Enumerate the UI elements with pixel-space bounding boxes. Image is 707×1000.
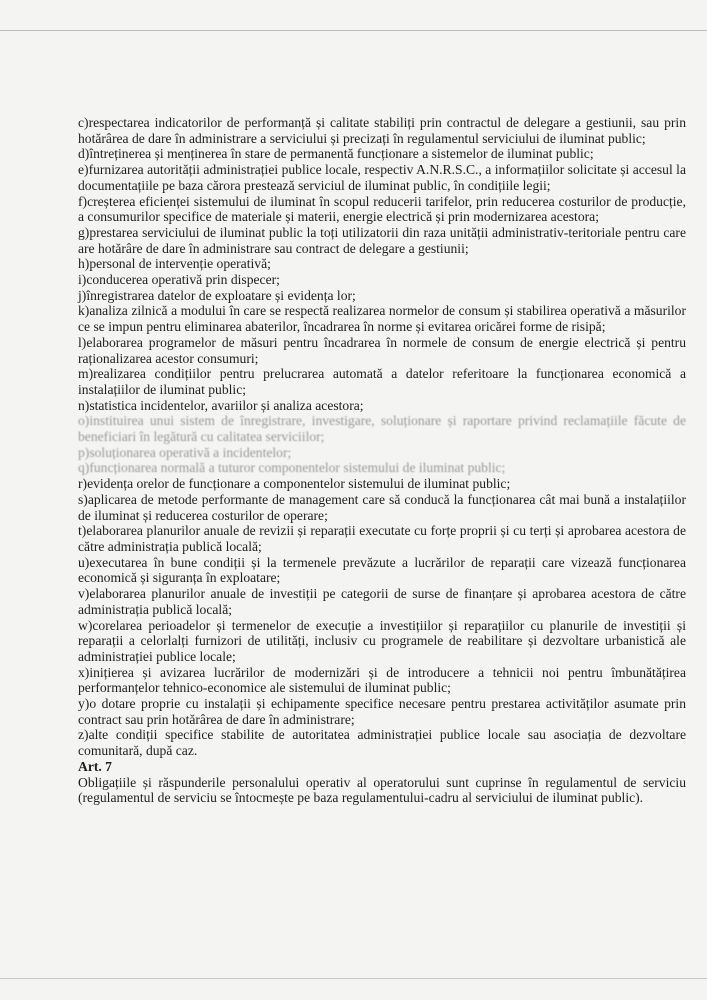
list-item-g: g)prestarea serviciului de iluminat public la toți utilizatorii din raza unității administrativ-teritoriale pentru care are hotărâre de dare în administrare sau contract de delegare a gestiunii; — [78, 224, 686, 256]
list-item-l: l)elaborarea programelor de măsuri pentru încadrarea în normele de consum de energie electrică și pentru raționalizarea acestor consumuri; — [78, 334, 686, 366]
list-item-c: c)respectarea indicatorilor de performanță și calitate stabiliți prin contractul de delegare a gestiunii, sau prin hotărârea de dare în administrare a serviciului și precizați în regulamentul serviciului de iluminat public; — [78, 115, 686, 146]
list-item-d: d)întreținerea și menținerea în stare de permanentă funcționare a sistemelor de iluminat public; — [78, 146, 594, 162]
list-item-v: v)elaborarea planurilor anuale de investiții pe categorii de surse de finanțare și aprobarea acestora de către administrația publică locală; — [78, 586, 686, 617]
list-item-p: p)soluționarea operativă a incidentelor; — [78, 444, 292, 460]
scan-edge-bottom — [0, 978, 707, 979]
list-item-w: w)corelarea perioadelor și termenelor de execuție a investițiilor și reparațiilor cu planurile de investiții și reparații a celorlalți furnizori de utilități, inclusiv cu programele de reabilitare și dezvoltare urbanistică ale administrației publice locale; — [78, 617, 686, 664]
list-item-k: k)analiza zilnică a modului în care se respectă realizarea normelor de consum și stabilirea operativă a măsurilor ce se impun pentru eliminarea abaterilor, încadrarea în norme și evitarea oricărei forme de risipă; — [78, 303, 686, 335]
list-item-o: o)instituirea unui sistem de înregistrare, investigare, soluționare și raportare privind reclamațiile făcute de beneficiari în legătură cu calitatea serviciilor; — [78, 413, 686, 445]
document-body — [78, 115, 686, 806]
scan-edge-top — [0, 30, 707, 31]
article-heading: Art. 7 — [78, 758, 112, 774]
list-item-f: f)creșterea eficienței sistemului de iluminat în scopul reducerii tarifelor, prin reducerea costurilor de producție, a consumurilor specifice de materiale și materii, energie electrică și prin modernizarea acestora; — [78, 193, 686, 225]
list-item-e: e)furnizarea autorității administrației publice locale, respectiv A.N.R.S.C., a informațiilor solicitate și accesul la documentațiile pe baza cărora prestează serviciul de iluminat public, în condițiile legii; — [78, 162, 686, 193]
list-item-s: s)aplicarea de metode performante de management care să conducă la funcționarea cât mai bună a instalațiilor de iluminat și reducerea costurilor de operare; — [78, 491, 686, 523]
list-item-y: y)o dotare proprie cu instalații și echipamente specifice necesare pentru prestarea activităților asumate prin contract sau prin hotărârea de dare în administrare; — [78, 696, 686, 727]
list-item-t: t)elaborarea planurilor anuale de revizii și reparații executate cu forțe proprii și cu terți și aprobarea acestora de către administrația publică locală; — [78, 523, 686, 554]
list-item-u: u)executarea în bune condiții și la termenele prevăzute a lucrărilor de reparații care vizează funcționarea economică și siguranța în exploatare; — [78, 554, 686, 586]
list-item-z: z)alte condiții specifice stabilite de autoritatea administrației publice locale sau asociația de dezvoltare comunitară, după caz. — [78, 727, 686, 759]
list-item-r: r)evidența orelor de funcționare a componentelor sistemului de iluminat public; — [78, 476, 511, 492]
list-item-n: n)statistica incidentelor, avariilor și analiza acestora; — [78, 397, 364, 413]
list-item-i: i)conducerea operativă prin dispecer; — [78, 272, 280, 288]
list-item-h: h)personal de intervenție operativă; — [78, 256, 271, 272]
list-item-q: q)funcționarea normală a tuturor componentelor sistemului de iluminat public; — [78, 460, 506, 476]
list-item-x: x)inițierea și avizarea lucrărilor de modernizări și de introducere a tehnicii noi pentru îmbunătățirea performanțelor tehnico-economice ale sistemului de iluminat public; — [78, 664, 686, 696]
list-item-m: m)realizarea condițiilor pentru prelucrarea automată a datelor referitoare la funcționarea economică a instalațiilor de iluminat public; — [78, 366, 686, 397]
article-text: Obligațiile și răspunderile personalului operativ al operatorului sunt cuprinse în regulamentul de serviciu (regulamentul de serviciu se întocmește pe baza regulamentului-cadru al serviciului de iluminat public). — [78, 774, 686, 806]
list-item-j: j)înregistrarea datelor de exploatare și evidența lor; — [78, 287, 356, 303]
